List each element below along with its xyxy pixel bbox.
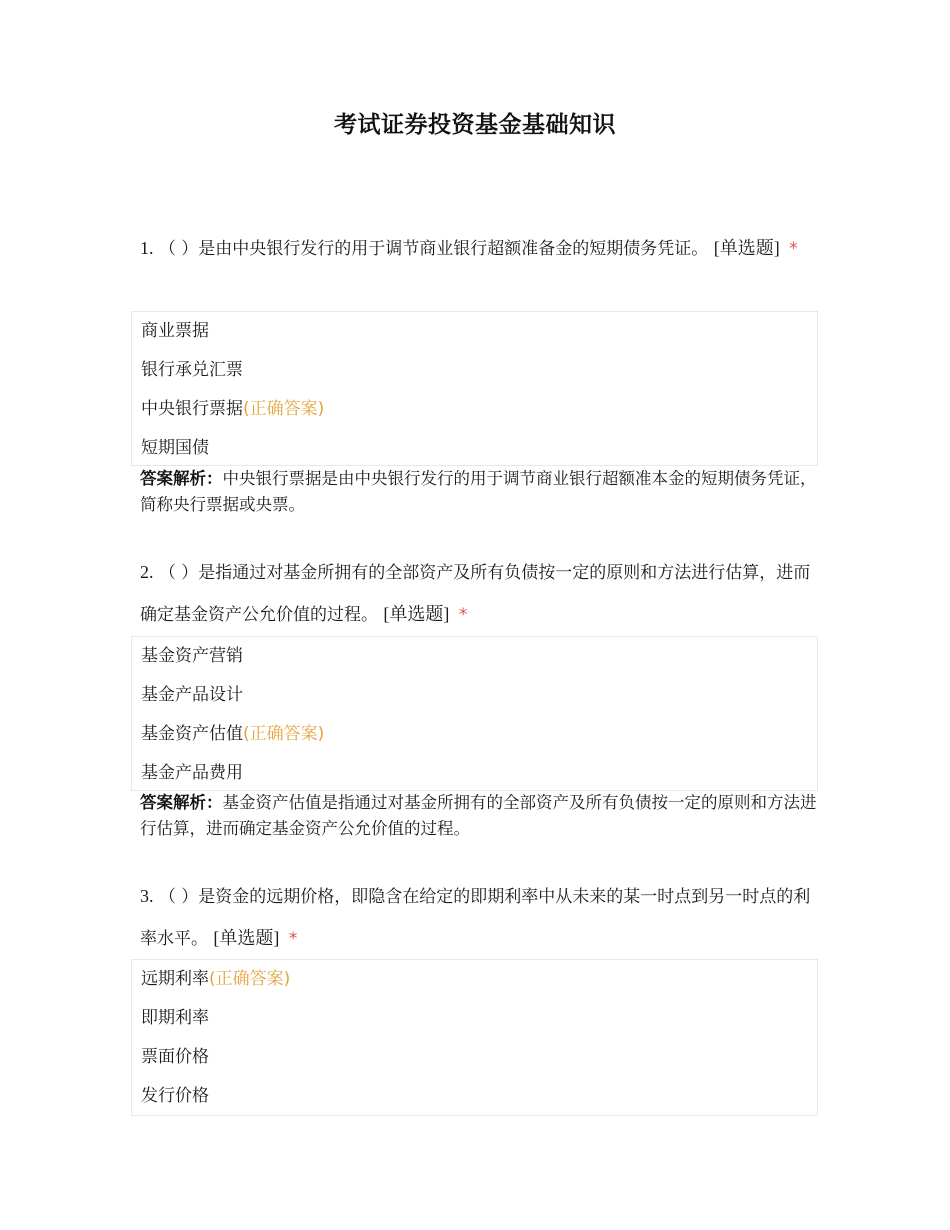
correct-answer-mark: (正确答案) (243, 399, 325, 419)
question-1 (140, 228, 815, 270)
question-text: （ ）是由中央银行发行的用于调节商业银行超额准备金的短期债务凭证。 (158, 239, 709, 259)
option (132, 1038, 817, 1077)
option (132, 1077, 817, 1116)
question-type: [单选题] (713, 238, 780, 258)
option-label: 短期国债 (141, 438, 209, 458)
answer-analysis (140, 466, 818, 518)
options-box (131, 959, 818, 1116)
option (132, 999, 817, 1038)
question-type: [单选题] (213, 928, 280, 948)
option-label: 基金资产估值 (141, 724, 243, 744)
analysis-text: 中央银行票据是由中央银行发行的用于调节商业银行超额准本金的短期债务凭证，简称央行票据或央票。 (140, 469, 817, 514)
option-label: 票面价格 (141, 1047, 209, 1067)
options-box (131, 636, 818, 791)
option (132, 676, 817, 715)
option-label: 银行承兑汇票 (141, 360, 243, 380)
question-text: （ ）是资金的远期价格，即隐含在给定的即期利率中从未来的某一时点到另一时点的利率水平。 (140, 887, 811, 949)
option-label: 中央银行票据 (141, 399, 243, 419)
option-label: 基金产品费用 (141, 763, 243, 783)
question-number: 2. (140, 562, 154, 582)
option (132, 429, 817, 468)
option (132, 351, 817, 390)
correct-answer-mark: (正确答案) (209, 969, 291, 989)
document-title: 考试证券投资基金基础知识 (334, 112, 616, 138)
question-text: （ ）是指通过对基金所拥有的全部资产及所有负债按一定的原则和方法进行估算，进而确定基金资产公允价值的过程。 (140, 563, 811, 625)
option-label: 即期利率 (141, 1008, 209, 1028)
question-number: 1. (140, 238, 154, 258)
option (132, 637, 817, 676)
question-type: [单选题] (383, 604, 450, 624)
correct-answer-mark: (正确答案) (243, 724, 325, 744)
option (132, 312, 817, 351)
option-label: 基金产品设计 (141, 685, 243, 705)
option-label: 商业票据 (141, 321, 209, 341)
option-correct (132, 390, 817, 429)
option-correct (132, 715, 817, 754)
required-mark: * (458, 605, 468, 625)
option-label: 发行价格 (141, 1086, 209, 1106)
required-mark: * (288, 929, 298, 949)
option-label: 基金资产营销 (141, 646, 243, 666)
answer-analysis (140, 790, 818, 842)
analysis-text: 基金资产估值是指通过对基金所拥有的全部资产及所有负债按一定的原则和方法进行估算，进而确定基金资产公允价值的过程。 (140, 793, 817, 838)
option-label: 远期利率 (141, 969, 209, 989)
required-mark: * (789, 239, 798, 259)
question-3 (140, 876, 815, 960)
analysis-label: 答案解析： (140, 469, 223, 488)
options-box (131, 311, 818, 466)
question-number: 3. (140, 886, 154, 906)
analysis-label: 答案解析： (140, 793, 223, 812)
question-2 (140, 552, 815, 636)
option-correct (132, 960, 817, 999)
option (132, 754, 817, 793)
